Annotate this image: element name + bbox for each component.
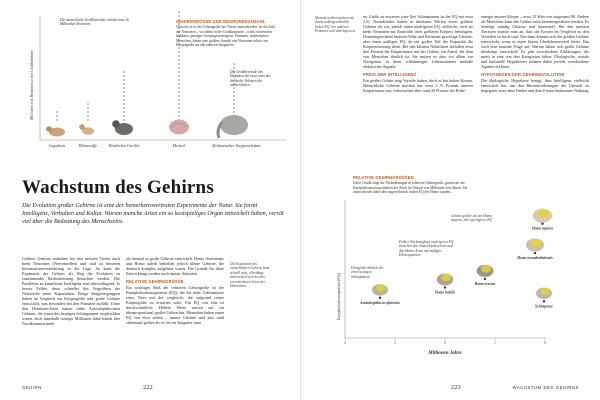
eq-point xyxy=(543,300,545,302)
right-page xyxy=(300,0,600,400)
eq-point xyxy=(541,223,543,225)
neuron-dot xyxy=(178,99,180,101)
info-box-text: Obwohl sie in der Gehirngröße bei Tieren unterschieden, ist die Zahl der Neuronen – vor allem in der Großhirnrinde – wohl ein besserer Indikator geistiger Leistungsvermögens. Primaten, insbesondere Menschen, haben eine größere Anzahl von Neuronen relativ zur Körpergröße als alle anderen Säugetiere. xyxy=(176,25,275,48)
eq-point xyxy=(534,252,536,254)
body-column-3-a: rer Größe zu erwarten wäre (bei Schimpansen ist der EQ nur etwa 2,5). Neandertaler hatten in absoluten Werten etwas größere Gehirne als wir, jedoch einen niedrigeren EQ, vielleicht, weil sie mehr Neuronen zur Kontrolle ihres größeren Körpers benötigten. Dementsprechend besitzen Wale und Elefanten gewaltige Gehirne, aber einen mäßigen EQ, da ein großer Teil der Kapazität die Körpersteuerung dient. Bei den kleinen Nilhechten entfallen etwa drei Prozent der Körpermasse auf das Gehirn, ein Anteil, der dem von Menschen ähnlich ist. Sie nutzen es aber vor allem zur Navigation in ihren schlammigen Lebensräumen mithilfe elektrischer Signale. xyxy=(363,14,473,69)
body-column-4-a: energie unserer Körper – etwa 15 Watt von insgesamt 80. Andere als Menschen kann das Gehirn nicht heruntergefahren werden. Es benötigt ständig Glukose und Sauerstoff. Bei den meisten Tierarten müsste man an, dass die Kosten im Vergleich zu den Vorteilen zu hoch sind. Nur dann können sich die großen Gehirne entwickeln, wenn es einen klaren Überlebensvorteil bietet. Das wirft eine zentrale Frage auf: Warum haben sich große Gehirne überhaupt entwickelt? Es gibt verschiedene Erklärungen, die meist in eine von drei Kategorien fallen: Ökologische, soziale und kulturelle Hypothesen können dabei jeweils verschiedene Aspekte erklären. xyxy=(481,14,589,69)
eq-xlabel: Millionen Jahre xyxy=(428,351,462,356)
animal-label-gorilla: Westlicher Gorilla xyxy=(108,143,140,148)
neuron-dot xyxy=(123,71,125,73)
body-column-3-b: Ein großes Gehirn mag Vorteile haben, doch es hat hohen Kosten. Menschliche Gehirne machen nur etwa 2 % Prozent unserer Körpermasse aus, verbrauchen aber rund 20 Prozent der Ruhe- xyxy=(363,78,473,93)
neuron-dot xyxy=(123,107,125,109)
neuron-dot xyxy=(123,95,125,97)
human-brain-illustration xyxy=(169,120,189,135)
eq-x-tick: 4 xyxy=(344,341,346,345)
eq-point xyxy=(484,278,486,280)
page-title: Wachstum des Gehirns xyxy=(22,177,214,198)
body-column-4 xyxy=(481,14,589,93)
elephant-illustration xyxy=(218,115,248,138)
neuron-dot xyxy=(178,15,180,17)
neuron-dot xyxy=(87,107,89,109)
eq-x-tick: 1 xyxy=(494,341,496,345)
eq-x-tick: 0 xyxy=(544,341,546,345)
neuron-dot xyxy=(233,67,235,69)
eq-point xyxy=(444,286,446,288)
chart-ylabel: Millionen von Neuronen in der Großhirnrinde xyxy=(30,50,34,120)
eq-brain-highlight xyxy=(441,274,451,281)
neuron-dot xyxy=(87,115,89,117)
neuron-dot xyxy=(123,83,125,85)
eq-brain-highlight xyxy=(481,265,491,272)
neuron-dot xyxy=(178,71,180,73)
lead-paragraph: Die Evolution großer Gehirne ist eine der bemerkenswertesten Experimente der Natur. Sie formt Intelligenz, Verhalten und Kultur. Warum manche Arten ein so kostspieliges Organ entwickelt haben, verrät viel über die Bedeutung des Menschseins. xyxy=(22,203,284,226)
info-box-heading: GEHIRNGRÖSSE UND NEURONENANZAHL xyxy=(176,19,266,24)
neuron-dot xyxy=(233,91,235,93)
neuron-dot xyxy=(123,111,125,113)
neuron-dot xyxy=(123,87,125,89)
capybara-illustration xyxy=(46,126,65,136)
eq-point xyxy=(379,297,381,299)
body-column-2 xyxy=(126,256,224,325)
neuron-dot xyxy=(87,111,89,113)
eq-ylabel: Enzephalisationsquotient (EQ) xyxy=(337,273,341,320)
neuron-dot xyxy=(178,87,180,89)
eq-chart-heading: RELATIVE GEHIRNGRÖSSEN xyxy=(353,175,414,180)
side-note-left: Die Expansion des menschlichen Gehirns fand schnell statt, allerdings unterschied sich bei den verschiedenen Arten der Homininen. xyxy=(230,262,270,289)
neuron-dot xyxy=(233,111,235,113)
eq-point-label: Homo habilis xyxy=(434,290,456,295)
eq-brain-highlight xyxy=(530,239,541,247)
neuron-dot xyxy=(178,11,180,13)
body-column-2-b: Ein wichtiges Maß der relativen Gehirngröße ist der Enzephalisationsquotient (EQ), der die reale Gehirnmasse eines Tiers mit der vergleicht, die aufgrund seiner Körpergröße zu erwarten wäre. Ein EQ von eins ist durchschnittlich. Höhere Werte weisen auf ein überproportional großes Gehirn hin. Menschen haben einen EQ von etwa sieben – unsere Gehirne sind also rund siebenmal größer als es für ein Säugetier unse xyxy=(126,285,224,325)
section-heading-price: PREIS DER INTELLIGENZ xyxy=(363,72,417,77)
animal-label-capybara: Capybara xyxy=(48,143,66,148)
neuron-dot xyxy=(178,63,180,65)
eq-brain-highlight xyxy=(537,209,549,218)
gorilla-illustration xyxy=(112,120,133,135)
annotation-human-neurons: Die menschliche Großhirnrinde enthält etwa 16 Milliarden Neuronen. xyxy=(60,18,129,27)
section-heading-relative: RELATIVE GEHIRNGRÖSSE xyxy=(126,279,184,284)
neuron-dot xyxy=(87,103,89,105)
footer-left: GEHIRN xyxy=(22,385,42,390)
page-number-left: 222 xyxy=(143,384,153,391)
neuron-dot xyxy=(178,111,180,113)
neuron-dot xyxy=(178,95,180,97)
neuron-dot xyxy=(123,119,125,121)
neuron-dot xyxy=(123,75,125,77)
neuron-dot xyxy=(178,83,180,85)
rhesus-illustration xyxy=(79,124,94,135)
eq-x-tick: 2 xyxy=(444,341,446,345)
side-note-right: Menschen überraschen mit ihrem außergewöhnlich hohen EQ, der anderen Primaten weit überlegen ist. xyxy=(315,16,356,34)
neuron-dot xyxy=(233,103,235,105)
neuron-dot xyxy=(123,115,125,117)
annotation-elephant: Die Großhirnrinde des Elefanten hat zwar etwa das dreifache Volumen der menschlichen. xyxy=(230,70,271,88)
eq-chart-subtext: Diese Grafik zeigt die Veränderungen in relativen Gehirngröße, gemessen am Enzephalisationsquotienten der Arten im Verlauf von Millionen von Jahren. Sie unterscheidet dabei den ungewöhnlich hohen EQ des Homo sapiens. xyxy=(353,181,468,195)
eq-annotation-top: Gehirn größer als bei Homo sapiens, aber geringerer EQ xyxy=(451,214,492,223)
neuron-dot xyxy=(87,119,89,121)
neuron-dot xyxy=(233,99,235,101)
neuron-dot xyxy=(56,119,58,121)
eq-point-label: Homo neanderthalensis xyxy=(517,256,553,261)
neuron-dot xyxy=(123,103,125,105)
eq-point-label: Homo sapiens xyxy=(531,226,554,231)
animal-label-rhesus: Rhesusaffe xyxy=(78,143,98,148)
neuron-dot xyxy=(56,115,58,117)
neuron-dot xyxy=(178,107,180,109)
neuron-dot xyxy=(178,115,180,117)
neuron-dot xyxy=(233,95,235,97)
eq-brain-highlight xyxy=(540,288,549,295)
neuron-dot xyxy=(123,91,125,93)
neuron-dot xyxy=(233,63,235,65)
neuron-dot xyxy=(178,55,180,57)
footer-right: WACHSTUM DES GEHIRNS xyxy=(512,385,579,390)
neuron-dot xyxy=(178,67,180,69)
eq-annotation-mid: Früher Werkzeugkopf niedrigeren EQ zwischen den Australopithecinen und den Homo-Arten mit mäßiger Hirnexpansion xyxy=(399,240,454,258)
info-box xyxy=(176,20,276,47)
animal-label-elephant: Afrikanischer Steppenelefant xyxy=(211,143,261,148)
eq-annotation-left: Hirngröße ähnlich der eines heutigen Schimpansen xyxy=(351,266,384,279)
eq-brain-highlight xyxy=(376,284,386,291)
neuron-dot xyxy=(123,99,125,101)
animal-label-human: Mensch xyxy=(172,143,186,148)
neuron-dot xyxy=(178,103,180,105)
neuron-dot xyxy=(56,111,58,113)
body-column-4-b: Die ökologische Hypothese besagt, dass Intelligenz vielleicht entwickelt hat, um den Herausforderungen der Umwelt zu begegnen, etwa dem Finden und dem Ersten bestimmter Nahrung xyxy=(481,78,589,93)
body-column-2-a: als dreimal so große Gehirne entwickelt. Homo floresiensis und Homo naledi behielten jedoch kleine Gehirne, die dennoch komplex aufgebaut waren. Die Gründe für diese Entwicklung werden noch immer diskutiert. xyxy=(126,256,224,276)
page-number-right: 223 xyxy=(451,384,461,391)
body-column-3 xyxy=(363,14,473,93)
section-heading-hypotheses: HYPOTHESEN DER GEHIRNEVOLUTION xyxy=(481,72,565,77)
neuron-dot xyxy=(178,51,180,53)
neuron-dot xyxy=(178,91,180,93)
eq-point-label: Australopithecus afarensis xyxy=(360,300,400,305)
eq-chart xyxy=(301,170,600,370)
eq-point-label: Homo erectus xyxy=(474,281,496,286)
neuron-dot xyxy=(178,79,180,81)
body-column-1: Größere Gehirne enthalten bei den meisten Tieren auch mehr Neuronen (Nervenzellen) und sind zu besseren Informationsverarbeitung in der Lage. So kann die Expansion des Gehirns als Weg der Evolution zu zunehmender Rechenleistung betrachtet werden. Die Parallelen zu künstlicher Intelligenz sind überwältigend: Je besser Zellen, desto schneller das Vergrößern der Netzwerke neuer Kapazitäten. Einige Säugetiergruppen haben im Vergleich zur Körpergröße sehr große Gehirne entwickelt, was besonders bei den Primaten auffällt. Unter den Hominini-Arten hatten frühe Australopithecinen Gehirne, die jenen des heutigen Schimpansen vergleichbar waren, doch innerhalb weniger Millionen Jahre hatten ihre Nachkommen mehr xyxy=(22,256,120,326)
neuron-dot xyxy=(178,75,180,77)
neuron-dot xyxy=(178,59,180,61)
neuron-dot xyxy=(123,79,125,81)
eq-x-tick: 3 xyxy=(394,341,396,345)
eq-point-label: Schimpanse xyxy=(535,304,553,309)
neuron-dot xyxy=(233,107,235,109)
